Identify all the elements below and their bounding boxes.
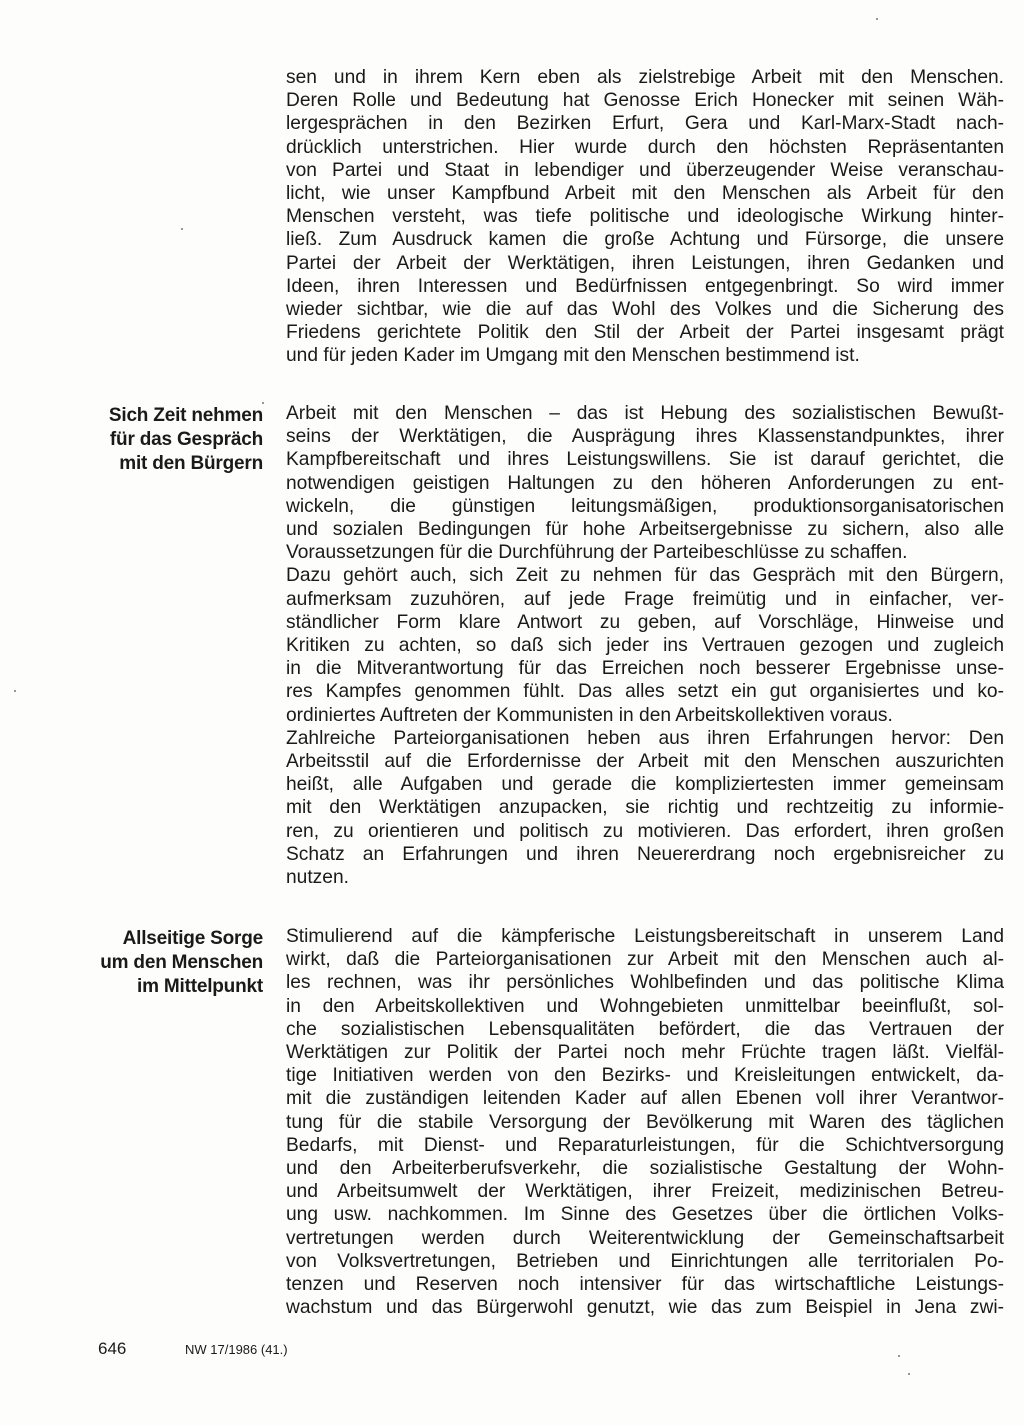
text-line: Partei der Arbeit der Werktätigen, ihren Leistungen, ihren Gedanken und (286, 252, 1004, 274)
text-line: heißt, alle Aufgaben und gerade die kompliziertesten immer gemeinsam (286, 774, 1004, 796)
text-line: und den Arbeiterberufsverkehr, die sozialistische Gestaltung der Wohn- (286, 1158, 1004, 1180)
text-line: mit die zuständigen leitenden Kader auf allen Ebenen voll ihrer Verantwor- (286, 1088, 1004, 1110)
side-heading-line: Allseitige Sorge (122, 928, 263, 949)
text-line: wickeln, die günstigen leitungsmäßigen, produktionsorganisatorischen (286, 495, 1004, 517)
text-line: Arbeit mit den Menschen – das ist Hebung des sozialistischen Bewußt- (286, 403, 1004, 424)
text-line: drücklich unterstrichen. Hier wurde durch den höchsten Repräsentanten (286, 136, 1004, 158)
text-line: Friedens gerichtete Politik den Stil der Arbeit der Partei insgesamt prägt (286, 322, 1004, 344)
text-line: Schatz an Erfahrungen und ihren Neuererdrang noch ergebnisreicher zu (286, 843, 1004, 865)
side-heading-1 (63, 404, 263, 476)
text-line: che sozialistischen Lebensqualitäten befördert, die das Vertrauen der (286, 1018, 1004, 1040)
paragraph-3 (286, 925, 1004, 1319)
text-line: und sozialen Bedingungen für hohe Arbeitsergebnisse zu sichern, also alle (286, 519, 1004, 541)
text-line: aufmerksam zuzuhören, auf jede Frage freimütig und in einfacher, ver- (286, 588, 1004, 610)
text-line: von Volksvertretungen, Betrieben und Einrichtungen alle territorialen Po- (286, 1250, 1004, 1272)
text-line: in den Arbeitskollektiven und Wohngebieten unmittelbar beeinflußt, sol- (286, 995, 1004, 1017)
text-line: tige Initiativen werden von den Bezirks- und Kreisleitungen entwickelt, da- (286, 1065, 1004, 1087)
text-line: Voraussetzungen für die Durchführung der Parteibeschlüsse zu schaffen. (286, 542, 908, 564)
text-line: Menschen versteht, was tiefe politische und ideologische Wirkung hinter- (286, 206, 1004, 228)
text-line: tung für die stabile Versorgung der Bevölkerung mit Waren des täglichen (286, 1111, 1004, 1133)
scan-speck (908, 1373, 910, 1375)
text-line: wieder sichtbar, wie die auf das Wohl des Volkes und die Sicherung des (286, 299, 1004, 321)
side-heading-line: für das Gespräch (109, 429, 263, 450)
text-line: ordiniertes Auftreten der Kommunisten in den Arbeitskollektiven voraus. (286, 704, 893, 726)
text-line: Ideen, ihren Interessen und Bedürfnissen entgegenbringt. So wird immer (286, 275, 1004, 297)
text-line: Arbeitsstil auf die Erfordernisse der Arbeit mit den Menschen auszurichten (286, 751, 1004, 773)
text-line: Zahlreiche Parteiorganisationen heben aus ihren Erfahrungen hervor: Den (286, 727, 1004, 749)
text-line: wachstum und das Bürgerwohl genutzt, wie das zum Beispiel in Jena zwi- (286, 1297, 1004, 1319)
text-line: ständlicher Form klare Antwort zu geben, auf Vorschläge, Hinweise und (286, 611, 1004, 633)
page-number: 646 (98, 1339, 127, 1358)
scan-speck (262, 402, 264, 404)
text-line: sen und in ihrem Kern eben als zielstrebige Arbeit mit den Menschen. (286, 67, 1004, 88)
text-line: wirkt, daß die Parteiorganisationen zur Arbeit mit den Menschen auch al- (286, 949, 1004, 971)
scan-speck (876, 18, 878, 20)
text-line: Stimulierend auf die kämpferische Leistungsbereitschaft in unserem Land (286, 926, 1004, 947)
side-heading-line: Sich Zeit nehmen (108, 405, 263, 426)
scan-speck (14, 690, 16, 692)
side-heading-line: mit den Bürgern (119, 453, 263, 474)
side-heading-2 (63, 927, 263, 999)
text-line: in die Mitverantwortung für das Erreichen noch besserer Ergebnisse unse- (286, 658, 1004, 680)
text-line: ren, zu orientieren und politisch zu motivieren. Das erfordert, ihren großen (286, 820, 1004, 842)
text-line: nutzen. (286, 867, 349, 889)
paragraph-1 (286, 66, 1004, 368)
text-line: ung usw. nachkommen. Im Sinne des Gesetzes über die örtlichen Volks- (286, 1204, 1004, 1226)
text-line: und Arbeitsumwelt der Werktätigen, ihrer Freizeit, medizinischen Betreu- (286, 1181, 1004, 1203)
text-line: Dazu gehört auch, sich Zeit zu nehmen für das Gespräch mit den Bürgern, (286, 565, 1004, 587)
text-line: Werktätigen zur Politik der Partei noch mehr Früchte tragen läßt. Vielfäl- (286, 1042, 1004, 1064)
text-line: Bedarfs, mit Dienst- und Reparaturleistungen, für die Schichtversorgung (286, 1134, 1004, 1156)
side-heading-line: im Mittelpunkt (137, 976, 263, 997)
side-heading-line: um den Menschen (100, 952, 263, 973)
text-line: tenzen und Reserven noch intensiver für das wirtschaftliche Leistungs- (286, 1274, 1004, 1296)
text-line: ließ. Zum Ausdruck kamen die große Achtung und Fürsorge, die unsere (286, 229, 1004, 251)
text-line: licht, wie unser Kampfbund Arbeit mit den Menschen als Arbeit für den (286, 183, 1004, 205)
text-line: und für jeden Kader im Umgang mit den Menschen bestimmend ist. (286, 345, 860, 367)
text-line: notwendigen geistigen Haltungen zu den höheren Anforderungen zu ent- (286, 472, 1004, 494)
text-line: lergesprächen in den Bezirken Erfurt, Gera und Karl-Marx-Stadt nach- (286, 113, 1004, 135)
paragraph-2 (286, 402, 1004, 889)
text-line: les rechnen, was ihr persönliches Wohlbefinden und das politische Klima (286, 972, 1004, 994)
text-line: Deren Rolle und Bedeutung hat Genosse Erich Honecker mit seinen Wäh- (286, 90, 1004, 112)
text-line: res Kampfes genommen fühlt. Das alles setzt ein gut organisiertes und ko- (286, 681, 1004, 703)
text-line: Kritiken zu achten, so daß sich jeder ins Vertrauen gezogen und zugleich (286, 635, 1004, 657)
scan-speck (898, 1355, 900, 1357)
text-line: vertretungen werden durch Weiterentwicklung der Gemeinschaftsarbeit (286, 1227, 1004, 1249)
source-reference: NW 17/1986 (41.) (185, 1342, 288, 1357)
text-line: mit den Werktätigen anzupacken, sie richtig und rechtzeitig zu informie- (286, 797, 1004, 819)
text-line: seins der Werktätigen, die Ausprägung ihres Klassenstandpunktes, ihrer (286, 426, 1004, 448)
scan-speck (181, 228, 183, 230)
text-line: Kampfbereitschaft und ihres Leistungswillens. Sie ist darauf gerichtet, die (286, 449, 1004, 471)
text-line: von Partei und Staat in lebendiger und überzeugender Weise veranschau- (286, 159, 1004, 181)
